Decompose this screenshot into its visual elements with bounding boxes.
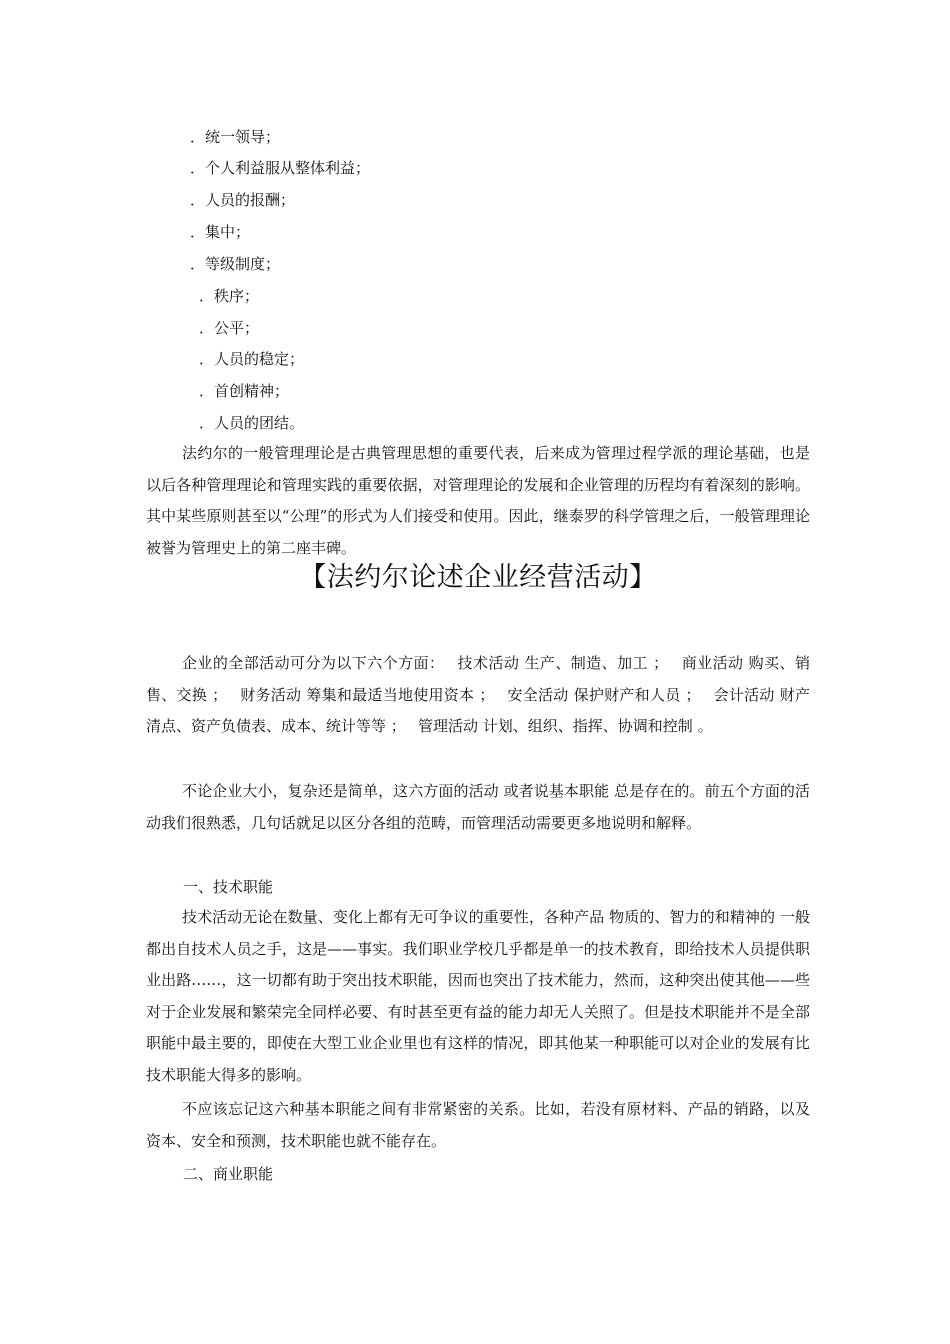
subheading-technical: 一、技术职能 xyxy=(183,878,274,896)
principle-item: ．秩序； xyxy=(199,287,260,305)
intro-paragraph: 法约尔的一般管理理论是古典管理思想的重要代表，后来成为管理过程学派的理论基础，也是以后各种管理理论和管理实践的重要依据，对管理理论的发展和企业管理的历程均有着深刻的影响。其中某些原则甚至以“公理”的形式为人们接受和使用。因此，继泰罗的科学管理之后，一般管理理论被誉为管理史上的第二座丰碑。 xyxy=(146,444,810,557)
principle-item: ．等级制度； xyxy=(190,255,281,273)
subheading-commercial: 二、商业职能 xyxy=(183,1165,274,1183)
relations-paragraph: 不应该忘记这六种基本职能之间有非常紧密的关系。比如，若没有原材料、产品的销路，以及资本、安全和预测，技术职能也就不能存在。 xyxy=(146,1100,810,1150)
principle-item: ．首创精神； xyxy=(199,382,290,400)
principle-item: ．人员的团结。 xyxy=(199,414,305,432)
functions-paragraph: 不论企业大小，复杂还是简单，这六方面的活动 或者说基本职能 总是存在的。前五个方面的活动我们很熟悉，几句话就足以区分各组的范畴，而管理活动需要更多地说明和解释。 xyxy=(146,782,810,832)
principle-item: ．公平； xyxy=(199,319,260,337)
principle-item: ．统一领导； xyxy=(190,128,281,146)
principle-item: ．人员的稳定； xyxy=(199,350,305,368)
principle-item: ．集中； xyxy=(190,223,251,241)
section-title: 【法约尔论述企业经营活动】 xyxy=(299,562,657,593)
principle-item: ．个人利益服从整体利益； xyxy=(190,159,371,177)
principle-item: ．人员的报酬； xyxy=(190,191,296,209)
activities-paragraph: 企业的全部活动可分为以下六个方面： 技术活动 生产、制造、加工 ； 商业活动 购买、销售、交换 ； 财务活动 筹集和最适当地使用资本 ； 安全活动 保护财产和人员 ； 会计活动 财产清点、资产负债表、成本、统计等等 ； 管理活动 计划、组织、指挥、协调和控制 。 xyxy=(146,654,810,735)
technical-paragraph: 技术活动无论在数量、变化上都有无可争议的重要性，各种产品 物质的、智力的和精神的 一般都出自技术人员之手，这是——事实。我们职业学校几乎都是单一的技术教育，即给技术人员提供职业出路……，这一切都有助于突出技术职能，因而也突出了技术能力，然而，这种突出使其他——些对于企业发展和繁荣完全同样必要、有时甚至更有益的能力却无人关照了。但是技术职能并不是全部职能中最主要的，即使在大型工业企业里也有这样的情况，即其他某一种职能可以对企业的发展有比技术职能大得多的影响。 xyxy=(146,908,810,1084)
